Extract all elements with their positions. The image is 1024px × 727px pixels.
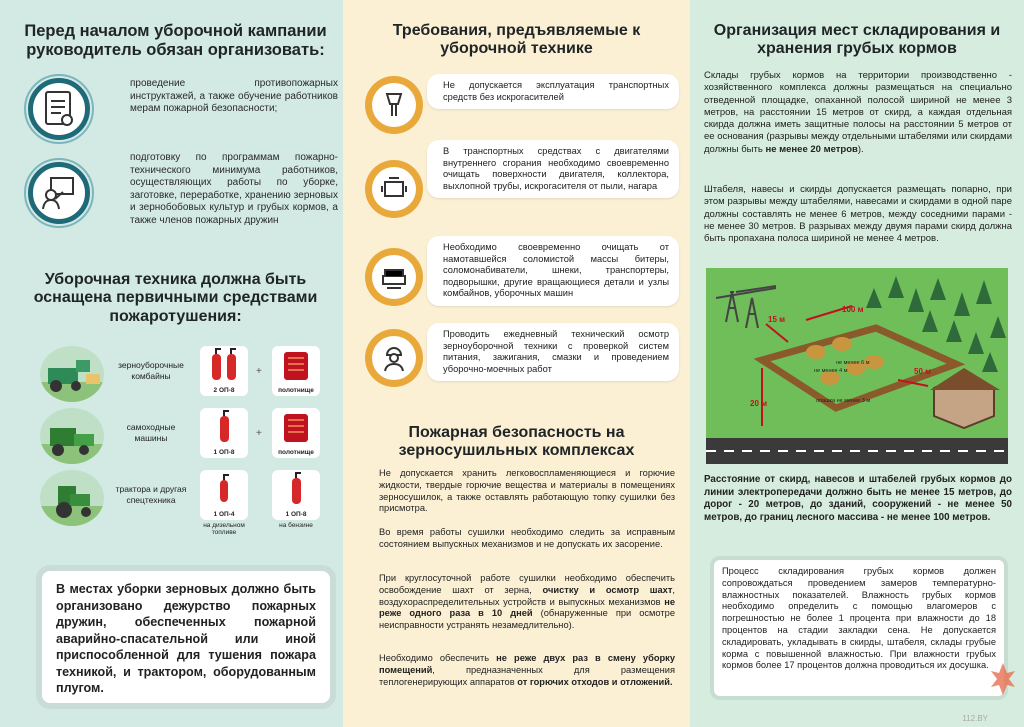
- extinguisher-label: 1 ОП-4: [213, 511, 235, 518]
- distance-requirements: Расстояние от скирд, навесов и штабелей грубых кормов до линии электропередачи должно быть не менее 15 метров, до дорог - 20 метров, до зданий, сооружений - не менее 50 метров, до границ лесного массива - не менее 100 метров.: [704, 474, 1012, 523]
- duty-box: В местах уборки зерновых должно быть организовано дежурство пожарных дружин, обеспеченных пожарной аварийно-спасательной или иной приспособленной для тушения пожара техникой, и трактором, оборудованным плугом.: [36, 565, 336, 709]
- item-text: проведение противопожарных инструктажей, а также обучение работников мерам пожарной безопасности;: [130, 78, 338, 114]
- tractor-icon: [40, 470, 104, 526]
- humidity-box: Процесс складирования грубых кормов должен сопровождаться проведением замеров температурно-влажностных показателей. Влажность грубых кормов необходимо определить с помощью влагомеров с погрешностью не более 1 процента при влажности до 18 процентов на стадии закладки сена. Не допускается складировать, укладывать в скирды, штабеля, склады грубые корма с повышенной влажностью. При влажности грубых кормов более 17 процентов должна проводиться их досушка.: [710, 556, 1008, 700]
- instructor-icon: [28, 162, 90, 224]
- fuel-note: на бензине: [279, 522, 313, 529]
- checklist-icon: [28, 78, 90, 140]
- distance-label: опашка не менее 3 м: [816, 398, 871, 404]
- distance-label: 20 м: [750, 399, 768, 408]
- extinguisher-box: [200, 346, 248, 396]
- self-propelled-icon: [40, 408, 104, 464]
- plus-sign: +: [256, 366, 262, 377]
- extinguisher-box: [200, 408, 248, 458]
- extinguisher-box: [272, 470, 320, 520]
- requirement-text: Необходимо своевременно очищать от намотавшейся соломистой массы битеры, соломонабиватели, шнеки, транспортеры, подворышки, другие вращающиеся детали и узлы комбайнов, уборочных машин: [427, 236, 679, 306]
- distance-label: 100 м: [842, 305, 864, 314]
- left-column: [0, 0, 343, 727]
- blanket-label: полотнище: [278, 449, 314, 456]
- item-text: подготовку по программам пожарно-технического минимума работников, осуществляющих работы по уборке, заготовке, переработке, хранению зерновых и зернобобовых культур и грубых кормов, а также членов пожарных дружин: [130, 152, 338, 226]
- paragraph: При круглосуточной работе сушилки необходимо обеспечить освобождение шахт от зерна, очистку и осмотр шахт, воздухораспределительных устройств и выпускных механизмов не реже одного раза в 10 дней (обнаруженные при осмотре неисправности устранять незамедлительно).: [379, 573, 675, 631]
- extinguisher-box: [200, 470, 248, 520]
- blanket-box: [272, 408, 320, 458]
- equipment-row: [40, 346, 330, 406]
- right-column: [690, 0, 1024, 727]
- drying-safety-title: Пожарная безопасность на зерносушильных комплексах: [398, 424, 635, 460]
- extinguisher-label: 2 ОП-8: [213, 387, 235, 394]
- requirements-title: Требования, предъявляемые к уборочной технике: [392, 22, 641, 58]
- worker-icon: [365, 329, 423, 387]
- fuel-note: на дизельном топливе: [203, 522, 245, 536]
- emergency-logo: [990, 661, 1016, 701]
- equipment-name: зерноуборочные комбайны: [118, 360, 184, 381]
- equipment-row: [40, 470, 330, 542]
- list-item: [14, 72, 338, 150]
- distance-label: не менее 4 м: [814, 368, 848, 374]
- storage-title: Организация мест складирования и хранения грубых кормов: [713, 22, 1001, 58]
- requirement-text: Не допускается эксплуатация транспортных средств без искрогасителей: [427, 74, 679, 109]
- paragraph: Склады грубых кормов на территории производственно - хозяйственного комплекса должны размещаться на специально отведенной площадке, опаханной полосой шириной не менее 3 метров, на расстоянии 15 метров от скирд, а каждая отдельная скирда должна иметь защитные полосы на расстоянии 5 метров от ее основания (разрывы между отдельными штабелями или скирдами должны быть не менее 20 метров).: [704, 70, 1012, 155]
- equipment-name: самоходные машины: [126, 422, 176, 443]
- storage-diagram: [706, 268, 1008, 464]
- extinguisher-label: 1 ОП-8: [285, 511, 307, 518]
- equipment-row: [40, 408, 330, 468]
- exhaust-icon: [365, 76, 423, 134]
- equipment-title: Уборочная техника должна быть оснащена первичными средствами пожаротушения:: [33, 271, 318, 325]
- distance-label: 15 м: [768, 315, 786, 324]
- paragraph: Не допускается хранить легковоспламеняющиеся и горючие жидкости, твердые горючие вещества и материалы в помещениях зерносушилок, а также оставлять работающую топку сушилки без присмотра.: [379, 468, 675, 514]
- plus-sign: +: [256, 428, 262, 439]
- harvester-parts-icon: [365, 248, 423, 306]
- extinguisher-label: 1 ОП-8: [213, 449, 235, 456]
- engine-icon: [365, 160, 423, 218]
- requirement-text: Проводить ежедневный технический осмотр зерноуборочной техники с проверкой систем питания, зажигания, смазки и проведением уборочно-моечных работ: [427, 323, 679, 381]
- requirement-text: В транспортных средствах с двигателями внутреннего сгорания необходимо своевременно очищать поверхности двигателя, коллектора, выхлопной трубы, искрогасителя от пыли, нагара: [427, 140, 679, 198]
- watermark: 112.BY: [962, 714, 988, 723]
- combine-icon: [40, 346, 104, 402]
- distance-label: не менее 6 м: [836, 360, 870, 366]
- list-item: [14, 152, 338, 242]
- paragraph: Во время работы сушилки необходимо следить за исправным состоянием выпускных механизмов и не допускать их засорение.: [379, 527, 675, 549]
- organize-title: Перед началом уборочной кампании руководитель обязан организовать:: [24, 22, 327, 59]
- blanket-label: полотнище: [278, 387, 314, 394]
- equipment-name: трактора и другая спецтехника: [115, 484, 187, 505]
- paragraph: Необходимо обеспечить не реже двух раз в смену уборку помещений, предназначенных для размещения теплогенерирующих аппаратов от горючих отходов и отложений.: [379, 653, 675, 687]
- distance-label: 50 м: [914, 367, 932, 376]
- paragraph: Штабеля, навесы и скирды допускается размещать попарно, при этом разрывы между штабелями, навесами и скирдами в одной паре должны составлять не менее 6 метров, между соседними парами - не менее 30 метров. В разрывах между двумя парами скирд должна быть пропахана полоса шириной не менее 4 метров.: [704, 184, 1012, 245]
- middle-column: [343, 0, 690, 727]
- blanket-box: [272, 346, 320, 396]
